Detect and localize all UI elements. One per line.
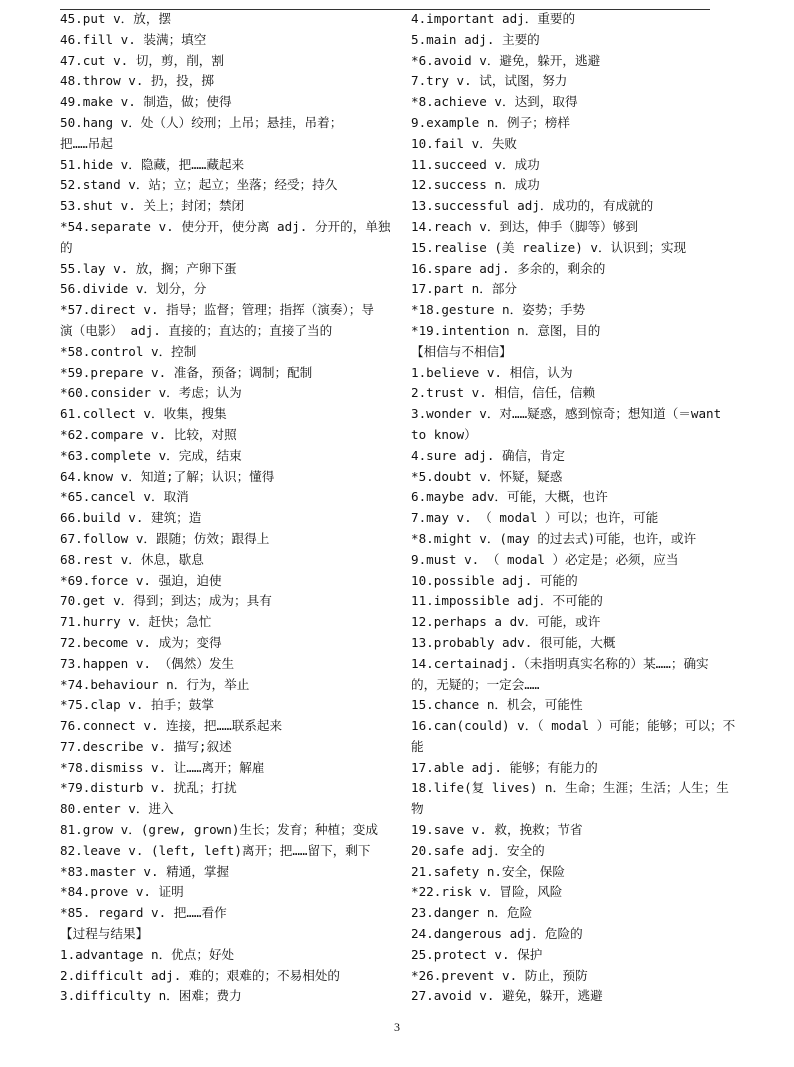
vocab-line: 17.part n．部分	[411, 281, 518, 297]
vocab-line: 16.can(could) v．（ modal ）可能；能够；可以；不	[411, 718, 736, 734]
vocab-line: 把……吊起	[60, 135, 113, 151]
vocab-line: 能	[411, 738, 424, 754]
vocab-line: 15.chance n．机会，可能性	[411, 697, 583, 713]
vocab-line: *19.intention n．意图，目的	[411, 322, 601, 338]
vocab-line: 76.connect v. 连接，把……联系起来	[60, 718, 283, 734]
vocab-line: 67.follow v．跟随；仿效；跟得上	[60, 530, 270, 546]
vocab-line: 13.successful adj．成功的，有成就的	[411, 198, 654, 214]
vocab-line: *6.avoid v．避免，躲开，逃避	[411, 52, 601, 68]
vocab-line: *75.clap v. 拍手；鼓掌	[60, 697, 214, 713]
vocab-line: 61.collect v．收集，搜集	[60, 406, 227, 422]
vocab-line: 24.dangerous adj．危险的	[411, 926, 583, 942]
vocab-line: 2.difficult adj. 难的；艰难的；不易相处的	[60, 967, 341, 983]
vocab-line: 3.wonder v．对……疑惑，感到惊奇；想知道（＝want	[411, 406, 722, 422]
vocab-line: 50.hang v．处（人）绞刑；上吊；悬挂，吊着；	[60, 114, 343, 130]
vocab-line: *69.force v. 强迫，迫使	[60, 572, 222, 588]
vocab-line: 68.rest v．休息，歇息	[60, 551, 204, 567]
vocab-line: *5.doubt v．怀疑，疑惑	[411, 468, 563, 484]
vocab-line: 17.able adj. 能够；有能力的	[411, 759, 598, 775]
vocab-line: *59.prepare v. 准备，预备；调制；配制	[60, 364, 313, 380]
vocab-line: 21.safety n.安全，保险	[411, 863, 565, 879]
page-number: 3	[394, 1020, 400, 1034]
vocab-line: *18.gesture n．姿势；手势	[411, 302, 586, 318]
vocab-line: *8.might v．(may 的过去式)可能，也许，或许	[411, 530, 697, 546]
section-heading: 【相信与不相信】	[411, 343, 512, 359]
vocab-line: 47.cut v. 切，剪，削，割	[60, 52, 224, 68]
vocab-line: *78.dismiss v. 让……离开；解雇	[60, 759, 265, 775]
vocab-line: 53.shut v. 关上；封闭；禁闭	[60, 198, 245, 214]
vocab-line: 13.probably adv. 很可能，大概	[411, 634, 616, 650]
vocab-line: *62.compare v. 比较，对照	[60, 426, 237, 442]
section-heading: 【过程与结果】	[60, 926, 149, 942]
right-column	[411, 9, 747, 1007]
vocab-line: *54.separate v. 使分开，使分离 adj. 分开的，单独	[60, 218, 391, 234]
vocab-line: 1.believe v. 相信，认为	[411, 364, 573, 380]
vocab-line: 70.get v．得到；到达；成为；具有	[60, 593, 272, 609]
vocab-line: 2.trust v. 相信，信任，信赖	[411, 385, 596, 401]
vocab-line: 66.build v. 建筑；造	[60, 510, 202, 526]
vocab-line: 的，无疑的；一定会……	[411, 676, 540, 692]
vocab-line: 49.make v. 制造，做；使得	[60, 94, 232, 110]
vocab-line: 3.difficulty n．困难；费力	[60, 988, 242, 1004]
vocab-line: 9.must v. （ modal ）必定是；必须，应当	[411, 551, 679, 567]
vocab-line: *83.master v. 精通，掌握	[60, 863, 230, 879]
vocab-line: 45.put v．放，摆	[60, 11, 172, 26]
vocab-line: 1.advantage n．优点；好处	[60, 946, 235, 962]
vocab-line: *58.control v．控制	[60, 343, 197, 359]
vocab-line: 25.protect v. 保护	[411, 946, 543, 962]
vocab-line: 55.lay v. 放，搁；产卵下蛋	[60, 260, 237, 276]
vocab-line: 物	[411, 801, 424, 817]
vocab-line: 20.safe adj．安全的	[411, 842, 545, 858]
vocab-line: 10.fail v．失败	[411, 135, 518, 151]
vocab-line: *60.consider v．考虑；认为	[60, 385, 242, 401]
vocab-line: 82.leave v. (left, left)离开；把……留下，剩下	[60, 842, 371, 858]
vocab-line: *57.direct v. 指导；监督；管理；指挥（演奏）；导	[60, 302, 374, 318]
left-column	[60, 9, 400, 1007]
vocab-line: *85. regard v. 把……看作	[60, 905, 227, 921]
vocab-line: 52.stand v．站；立；起立；坐落；经受；持久	[60, 177, 338, 193]
vocab-line: *26.prevent v. 防止，预防	[411, 967, 588, 983]
vocab-line: 72.become v. 成为；变得	[60, 634, 222, 650]
vocab-line: 演（电影） adj. 直接的；直达的；直接了当的	[60, 322, 333, 338]
vocab-line: 5.main adj. 主要的	[411, 31, 540, 47]
vocab-line: *74.behaviour n．行为，举止	[60, 676, 250, 692]
vocab-line: *8.achieve v．达到，取得	[411, 94, 578, 110]
vocab-line: 11.succeed v．成功	[411, 156, 540, 172]
vocab-line: 6.maybe adv．可能，大概，也许	[411, 489, 608, 505]
vocab-line: 64.know v．知道;了解；认识；懂得	[60, 468, 275, 484]
vocab-line: 12.success n．成功	[411, 177, 540, 193]
vocab-line: 7.may v. （ modal ）可以；也许，可能	[411, 510, 659, 526]
vocab-line: 80.enter v．进入	[60, 801, 174, 817]
vocab-line: 15.realise (美 realize) v．认识到；实现	[411, 239, 687, 255]
vocab-line: *22.risk v．冒险，风险	[411, 884, 563, 900]
vocab-line: 51.hide v．隐藏，把……藏起来	[60, 156, 245, 172]
vocab-line: 14.certainadj.（未指明真实名称的）某……；确实	[411, 655, 709, 671]
vocab-line: to know）	[411, 426, 477, 442]
vocab-line: *63.complete v．完成，结束	[60, 447, 242, 463]
vocab-line: 4.sure adj. 确信，肯定	[411, 447, 565, 463]
vocab-line: 23.danger n．危险	[411, 905, 533, 921]
vocab-line: 73.happen v. （偶然）发生	[60, 655, 235, 671]
vocab-line: 12.perhaps a dv．可能，或许	[411, 614, 601, 630]
vocab-line: 10.possible adj. 可能的	[411, 572, 578, 588]
vocab-line: 46.fill v. 装满；填空	[60, 31, 207, 47]
vocab-line: 9.example n．例子；榜样	[411, 114, 570, 130]
vocab-line: *65.cancel v．取消	[60, 489, 189, 505]
vocab-line: 的	[60, 239, 73, 255]
vocab-line: 77.describe v. 描写;叙述	[60, 738, 232, 754]
vocab-line: 11.impossible adj．不可能的	[411, 593, 603, 609]
vocab-line: 19.save v. 救，挽救；节省	[411, 822, 583, 838]
vocab-line: *84.prove v. 证明	[60, 884, 184, 900]
vocab-line: 48.throw v. 扔，投，掷	[60, 73, 214, 89]
vocab-line: 56.divide v．划分，分	[60, 281, 207, 297]
vocab-line: 81.grow v．(grew, grown)生长；发育；种植；变成	[60, 822, 378, 838]
vocab-line: 4.important adj．重要的	[411, 11, 576, 26]
vocab-line: 18.life(复 lives) n．生命；生涯；生活；人生；生	[411, 780, 729, 796]
vocab-line: 71.hurry v．赶快；急忙	[60, 614, 212, 630]
vocab-line: 16.spare adj. 多余的，剩余的	[411, 260, 606, 276]
vocab-line: 7.try v. 试，试图，努力	[411, 73, 568, 89]
vocab-line: *79.disturb v. 扰乱；打扰	[60, 780, 237, 796]
vocab-line: 27.avoid v. 避免，躲开，逃避	[411, 988, 603, 1004]
vocab-line: 14.reach v．到达，伸手（脚等）够到	[411, 218, 638, 234]
